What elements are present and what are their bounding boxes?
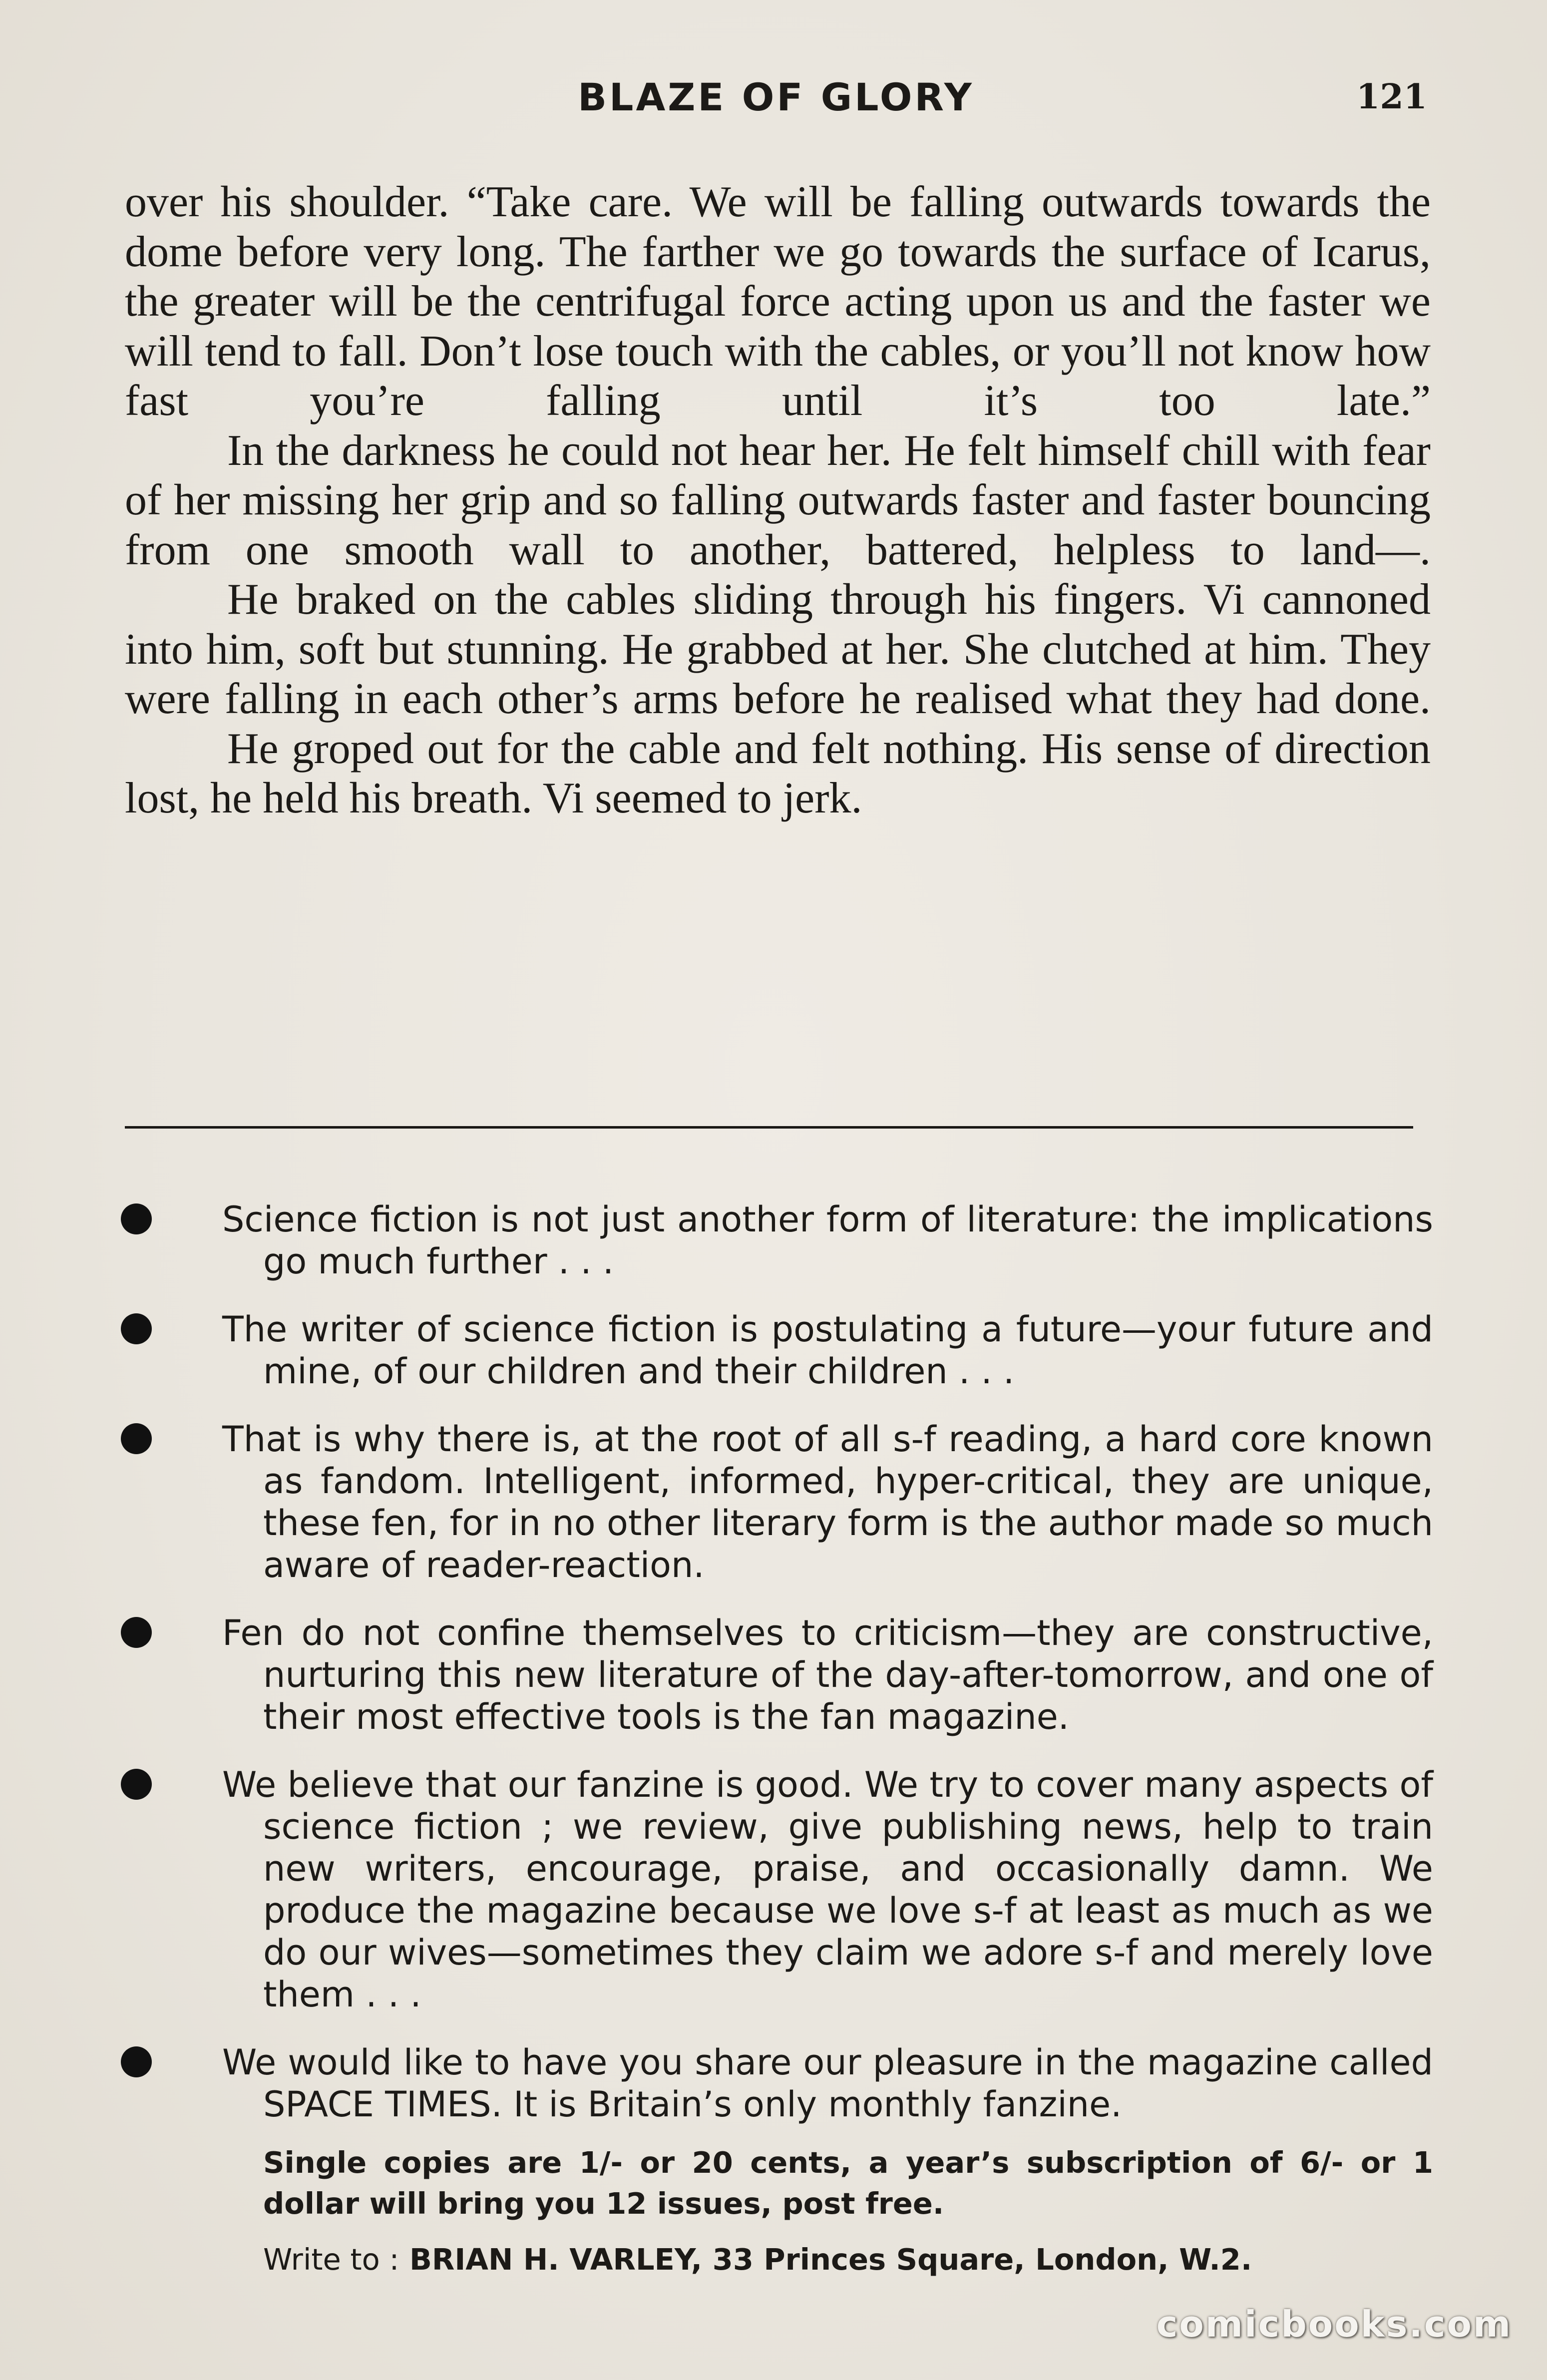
watermark: comicbooks.com [1156, 2303, 1512, 2345]
ad-bullet-text: That is why there is, at the root of all s-f reading, a hard core known as fandom. Intelligent, informed, hyper-critical, they are unique, these fen, for in no other literary form is the author made so much aware of reader-reaction. [222, 1419, 1433, 1586]
page-number: 121 [1356, 77, 1427, 117]
section-divider [125, 1126, 1413, 1129]
ad-bullet-text: We would like to have you share our pleasure in the magazine called SPACE TIMES. It is Britain’s only monthly fanzine. [222, 2042, 1433, 2125]
write-to-address: BRIAN H. VARLEY, 33 Princes Square, London, W.2. [409, 2242, 1252, 2277]
ad-bullet [115, 1308, 1433, 1392]
write-to-label: Write to : [263, 2242, 399, 2277]
subscription-details [115, 2142, 1433, 2280]
running-title: BLAZE OF GLORY [578, 75, 974, 119]
story-paragraph: He braked on the cables sliding through his fingers. Vi cannoned into him, soft but stunning. He grabbed at her. She clutched at him. They were falling in each other’s arms before he realised what they had done. [125, 575, 1431, 723]
story-paragraph: In the darkness he could not hear her. He felt himself chill with fear of her missing her grip and so falling outwards faster and faster bouncing from one smooth wall to another, battered, helpless to land—. [125, 426, 1431, 574]
bullet-dot-icon [121, 1617, 152, 1648]
bullet-dot-icon [121, 1769, 152, 1800]
ad-bullet-text: The writer of science fiction is postulating a future—your future and mine, of our children and their children . . . [222, 1309, 1433, 1392]
ad-bullet-text: We believe that our fanzine is good. We try to cover many aspects of science fiction ; we review, give publishing news, help to train new writers, encourage, praise, and occasionally damn. We produce the magazine because we love s-f at least as much as we do our wives—sometimes they claim we adore s-f and merely love them . . . [222, 1764, 1433, 2015]
fanzine-advertisement [115, 1198, 1433, 2280]
story-paragraph: over his shoulder. “Take care. We will be falling outwards towards the dome before very long. The farther we go towards the surface of Icarus, the greater will be the centrifugal force acting upon us and the faster we will tend to fall. Don’t lose touch with the cables, or you’ll not know how fast you’re falling until it’s too late.” [125, 178, 1431, 425]
ad-bullet-text: Fen do not confine themselves to criticism—they are constructive, nurturing this new literature of the day-after-tomorrow, and one of their most effective tools is the fan magazine. [222, 1612, 1433, 1737]
write-to-line [263, 2239, 1433, 2280]
ad-bullet [115, 1198, 1433, 1282]
ad-bullet [115, 2041, 1433, 2125]
ad-bullet [115, 1612, 1433, 1738]
story-paragraph: He groped out for the cable and felt nothing. His sense of direction lost, he held his breath. Vi seemed to jerk. [125, 724, 1431, 822]
ad-bullet-text: Science fiction is not just another form of literature: the implications go much further . . . [222, 1199, 1433, 1282]
bullet-dot-icon [121, 2046, 152, 2077]
bullet-dot-icon [121, 1203, 152, 1234]
ad-bullet [115, 1764, 1433, 2015]
bullet-dot-icon [121, 1423, 152, 1454]
ad-bullet [115, 1418, 1433, 1586]
story-text [125, 177, 1431, 823]
page-header [125, 75, 1427, 130]
subscription-text: Single copies are 1/- or 20 cents, a year’s subscription of 6/- or 1 dollar will bring you 12 issues, post free. [263, 2145, 1433, 2221]
bullet-dot-icon [121, 1313, 152, 1344]
